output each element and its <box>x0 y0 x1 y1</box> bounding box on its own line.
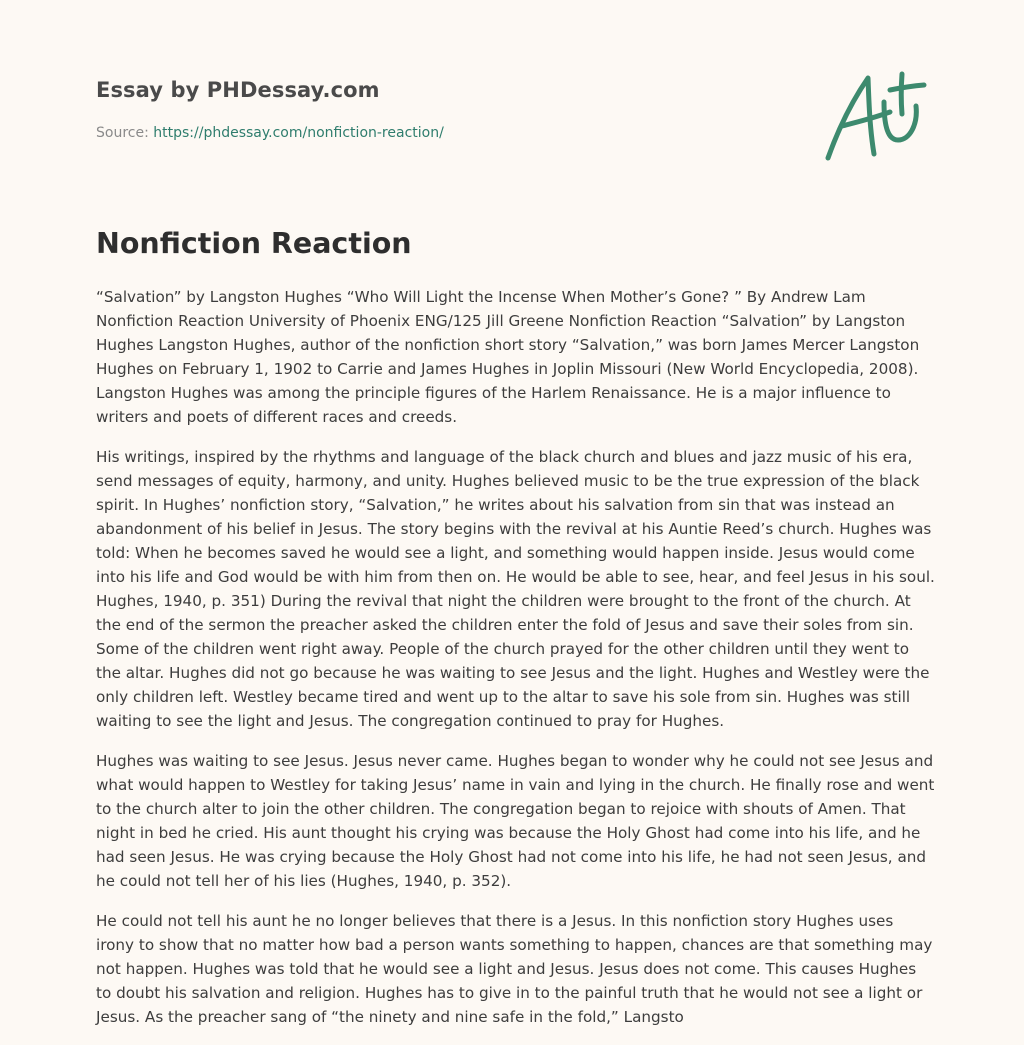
essay-paragraph: His writings, inspired by the rhythms and language of the black church and blues and jazz music of his era, send messages of equity, harmony, and unity. Hughes believed music to be the true expression of the black spirit. In Hughes’ nonfiction story, “Salvation,” he writes about his salvation from sin that was instead an abandonment of his belief in Jesus. The story begins with the revival at his Auntie Reed’s church. Hughes was told: When he becomes saved he would see a light, and something would happen inside. Jesus would come into his life and God would be with him from then on. He would be able to see, hear, and feel Jesus in his soul. Hughes, 1940, p. 351) During the revival that night the children were brought to the front of the church. At the end of the sermon the preacher asked the children enter the fold of Jesus and save their soles from sin. Some of the children went right away. People of the church prayed for the other children until they went to the altar. Hughes did not go because he was waiting to see Jesus and the light. Hughes and Westley were the only children left. Westley became tired and went up to the altar to save his sole from sin. Hughes was still waiting to see the light and Jesus. The congregation continued to pray for Hughes. <box>96 448 935 730</box>
essay-paragraph: “Salvation” by Langston Hughes “Who Will Light the Incense When Mother’s Gone? ” By Andrew Lam Nonfiction Reaction University of Phoenix ENG/125 Jill Greene Nonfiction Reaction “Salvation” by Langston Hughes Langston Hughes, author of the nonfiction short story “Salvation,” was born James Mercer Langston Hughes on February 1, 1902 to Carrie and James Hughes in Joplin Missouri (New World Encyclopedia, 2008). Langston Hughes was among the principle figures of the Harlem Renaissance. He is a major influence to writers and poets of different races and creeds. <box>96 288 920 426</box>
essay-header <box>96 74 796 143</box>
essay-paragraph: Hughes was waiting to see Jesus. Jesus never came. Hughes began to wonder why he could not see Jesus and what would happen to Westley for taking Jesus’ name in vain and lying in the church. He finally rose and went to the church alter to join the other children. The congregation began to rejoice with shouts of Amen. That night in bed he cried. His aunt thought his crying was because the Holy Ghost had come into his life, and he had seen Jesus. He was crying because the Holy Ghost had not come into his life, he had not seen Jesus, and he could not tell her of his lies (Hughes, 1940, p. 352). <box>96 752 935 890</box>
essay-paragraph: He could not tell his aunt he no longer believes that there is a Jesus. In this nonfiction story Hughes uses irony to show that no matter how bad a person wants something to happen, chances are that something may not happen. Hughes was told that he would see a light and Jesus. Jesus does not come. This causes Hughes to doubt his salvation and religion. Hughes has to give in to the painful truth that he would not see a light or Jesus. As the preacher sang of “the ninety and nine safe in the fold,” Langsto <box>96 912 933 1026</box>
essay-body <box>96 285 936 1045</box>
site-brand: Essay by PHDessay.com <box>96 78 380 102</box>
source-line <box>96 123 796 143</box>
source-label: Source: <box>96 125 149 141</box>
source-link[interactable]: https://phdessay.com/nonfiction-reaction/ <box>153 125 444 141</box>
essay-title: Nonfiction Reaction <box>96 227 412 260</box>
a-plus-grade-icon <box>822 68 928 164</box>
